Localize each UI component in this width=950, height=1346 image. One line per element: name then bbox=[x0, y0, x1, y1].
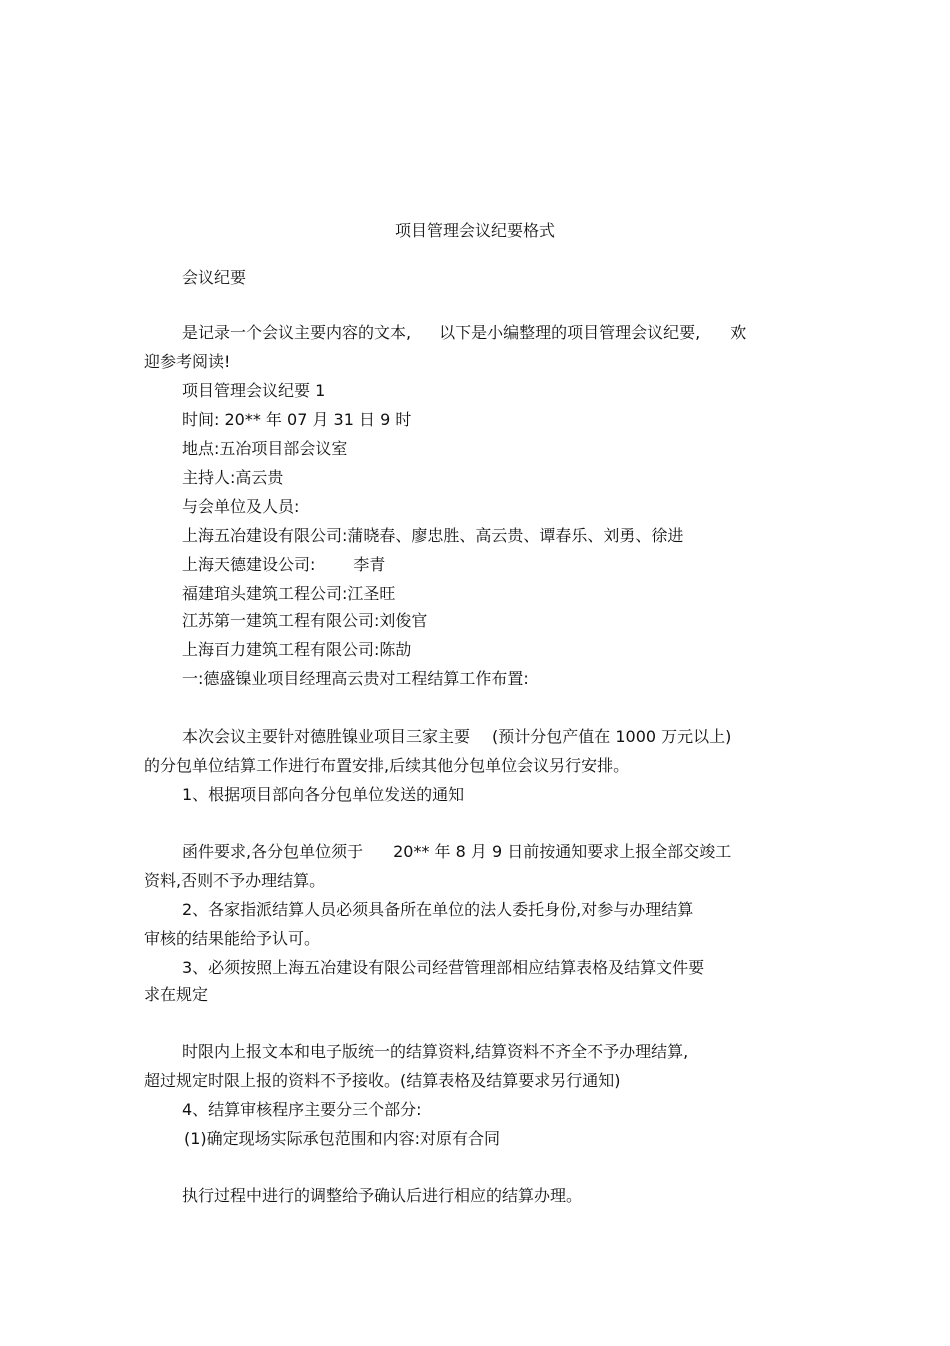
intro-line-1 bbox=[182, 323, 746, 343]
list-item-3-line-2: 求在规定 bbox=[144, 985, 209, 1004]
paragraph-3-line-2: 超过规定时限上报的资料不予接收。(结算表格及结算要求另行通知) bbox=[144, 1071, 621, 1090]
meeting-location: 地点:五冶项目部会议室 bbox=[182, 439, 348, 458]
attendee-line: 福建琯头建筑工程公司:江圣旺 bbox=[182, 584, 396, 603]
paragraph-2-line-2: 资料,否则不予办理结算。 bbox=[144, 871, 326, 890]
list-item-4: 4、结算审核程序主要分三个部分: bbox=[182, 1100, 422, 1119]
attendee-person: 李青 bbox=[353, 555, 386, 574]
intro-part-2: 以下是小编整理的项目管理会议纪要, bbox=[439, 323, 701, 342]
list-item-4-sub-1: (1)确定现场实际承包范围和内容:对原有合同 bbox=[184, 1129, 501, 1148]
paragraph-1-line-1 bbox=[182, 727, 731, 747]
attendee-line: 上海百力建筑工程有限公司:陈劼 bbox=[182, 640, 412, 659]
paragraph-2-part-b: 20** 年 8 月 9 日前按通知要求上报全部交竣工 bbox=[393, 842, 732, 861]
intro-line-2: 迎参考阅读! bbox=[144, 352, 231, 371]
list-item-3-line-1: 3、必须按照上海五冶建设有限公司经营管理部相应结算表格及结算文件要 bbox=[182, 958, 705, 977]
paragraph-1-part-a: 本次会议主要针对德胜镍业项目三家主要 bbox=[182, 727, 471, 746]
intro-part-3: 欢 bbox=[730, 323, 747, 342]
attendee-line: 江苏第一建筑工程有限公司:刘俊官 bbox=[182, 611, 428, 630]
paragraph-4: 执行过程中进行的调整给予确认后进行相应的结算办理。 bbox=[182, 1186, 583, 1205]
paragraph-1-part-b: (预计分包产值在 1000 万元以上) bbox=[492, 727, 732, 746]
list-item-2-line-1: 2、各家指派结算人员必须具备所在单位的法人委托身份,对参与办理结算 bbox=[182, 900, 694, 919]
attendee-line: 上海五冶建设有限公司:蒲晓春、廖忠胜、高云贵、谭春乐、刘勇、徐进 bbox=[182, 526, 684, 545]
section-heading: 一:德盛镍业项目经理高云贵对工程结算工作布置: bbox=[182, 669, 529, 688]
paragraph-1-line-2: 的分包单位结算工作进行布置安排,后续其他分包单位会议另行安排。 bbox=[144, 756, 630, 775]
list-item-2-line-2: 审核的结果能给予认可。 bbox=[144, 929, 321, 948]
paragraph-2-part-a: 函件要求,各分包单位须于 bbox=[182, 842, 364, 861]
meeting-time: 时间: 20** 年 07 月 31 日 9 时 bbox=[182, 410, 412, 429]
minutes-title: 项目管理会议纪要 1 bbox=[182, 381, 326, 400]
attendee-company: 上海天德建设公司: bbox=[182, 555, 316, 574]
attendee-line bbox=[182, 555, 385, 575]
document-title: 项目管理会议纪要格式 bbox=[394, 221, 555, 240]
heading: 会议纪要 bbox=[182, 268, 247, 287]
intro-part-1: 是记录一个会议主要内容的文本, bbox=[182, 323, 412, 342]
attendees-label: 与会单位及人员: bbox=[182, 497, 300, 516]
paragraph-2-line-1 bbox=[182, 842, 731, 862]
paragraph-3-line-1: 时限内上报文本和电子版统一的结算资料,结算资料不齐全不予办理结算, bbox=[182, 1042, 689, 1061]
meeting-host: 主持人:高云贵 bbox=[182, 468, 284, 487]
list-item-1: 1、根据项目部向各分包单位发送的通知 bbox=[182, 785, 465, 804]
